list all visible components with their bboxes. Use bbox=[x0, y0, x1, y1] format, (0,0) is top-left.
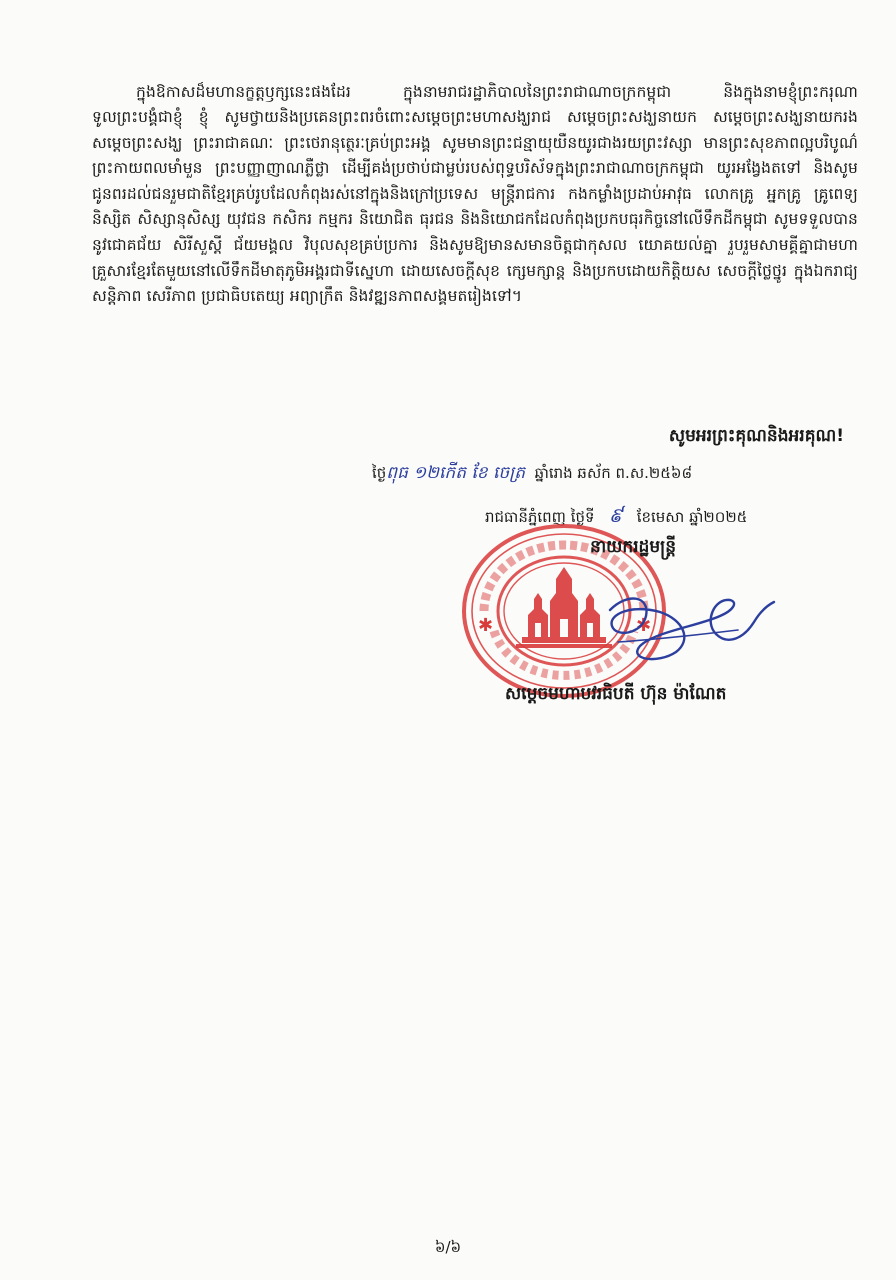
signer-title: នាយករដ្ឋមន្ត្រី bbox=[590, 537, 676, 557]
body-paragraph: ក្នុងឱកាសដ៏មហានក្ខត្តឫក្សនេះផងដែរ ក្នុងនាមរាជរដ្ឋាភិបាលនៃព្រះរាជាណាចក្រកម្ពុជា និងក្នុងនាមខ្ញុំព្រះករុណា ទូលព្រះបង្គំជាខ្ញុំ ខ្ញុំ សូមថ្វាយនិងប្រគេនព្រះពរចំពោះសម្ដេចព្រះមហាសង្ឃរាជ សម្ដេចព្រះសង្ឃនាយក សម្ដេចព្រះសង្ឃនាយករង សម្ដេចព្រះសង្ឃ ព្រះរាជាគណៈ ព្រះថេរានុត្ថេរៈគ្រប់ព្រះអង្គ សូមមានព្រះជន្មាយុយឺនយូរជាងរយព្រះវស្សា មានព្រះសុខភាពល្អបរិបូណ៌ ព្រះកាយពលមាំមួន ព្រះបញ្ញាញាណភ្លឺថ្លា ដើម្បីគង់ប្រថាប់ជាម្លប់របស់ពុទ្ធបរិស័ទក្នុងព្រះរាជាណាចក្រកម្ពុជា យូរអង្វែងតទៅ និងសូមជូនពរដល់ជនរួមជាតិខ្មែរគ្រប់រូបដែលកំពុងរស់នៅក្នុងនិងក្រៅប្រទេស មន្ត្រីរាជការ កងកម្លាំងប្រដាប់អាវុធ លោកគ្រូ អ្នកគ្រូ គ្រូពេទ្យ និស្សិត សិស្សានុសិស្ស យុវជន កសិករ កម្មករ និយោជិត ធុរជន និងនិយោជកដែលកំពុងប្រកបធុរកិច្ចនៅលើទឹកដីកម្ពុជា សូមទទួលបាននូវជោគជ័យ សិរីសួស្ដី ជ័យមង្គល វិបុលសុខគ្រប់ប្រការ និងសូមឱ្យមានសមានចិត្តជាកុសល យោគយល់គ្នា រួបរួមសាមគ្គីគ្នាជាមហាគ្រួសារខ្មែរតែមួយនៅលើទឹកដីមាតុភូមិអង្គរជាទីស្នេហា ដោយសេចក្ដីសុខ ក្សេមក្សាន្ត និងប្រកបដោយកិត្តិយស សេចក្ដីថ្លៃថ្នូរ ក្នុងឯករាជ្យ សន្តិភាព សេរីភាព ប្រជាធិបតេយ្យ អព្យាក្រឹត និងវឌ្ឍនភាពសង្គមតរៀងទៅ។ bbox=[92, 82, 858, 306]
signer-name: សម្ដេចមហាបវរធិបតី ហ៊ុន ម៉ាណែត bbox=[505, 684, 727, 704]
signature-icon bbox=[588, 582, 778, 672]
solar-month-year: ខែមេសា ឆ្នាំ២០២៥ bbox=[636, 508, 748, 526]
solar-date-prefix: រាជធានីភ្នំពេញ ថ្ងៃទី bbox=[485, 508, 595, 526]
page-number: ៦/៦ bbox=[434, 1238, 462, 1256]
closing-thanks: សូមអរព្រះគុណនិងអរគុណ! bbox=[668, 426, 844, 446]
lunar-date-prefix: ថ្ងៃ bbox=[372, 464, 387, 482]
solar-day-handwritten: ៩ bbox=[608, 503, 623, 527]
lunar-date-line bbox=[372, 462, 692, 487]
lunar-year: ឆ្នាំរោង ឆស័ក ព.ស.២៥៦៨ bbox=[534, 464, 693, 482]
lunar-date-handwritten: ពុធ ១២កើត ខែ ចេត្រ bbox=[386, 463, 526, 483]
svg-text:✱: ✱ bbox=[478, 615, 494, 636]
svg-text:✱: ✱ bbox=[636, 615, 652, 636]
